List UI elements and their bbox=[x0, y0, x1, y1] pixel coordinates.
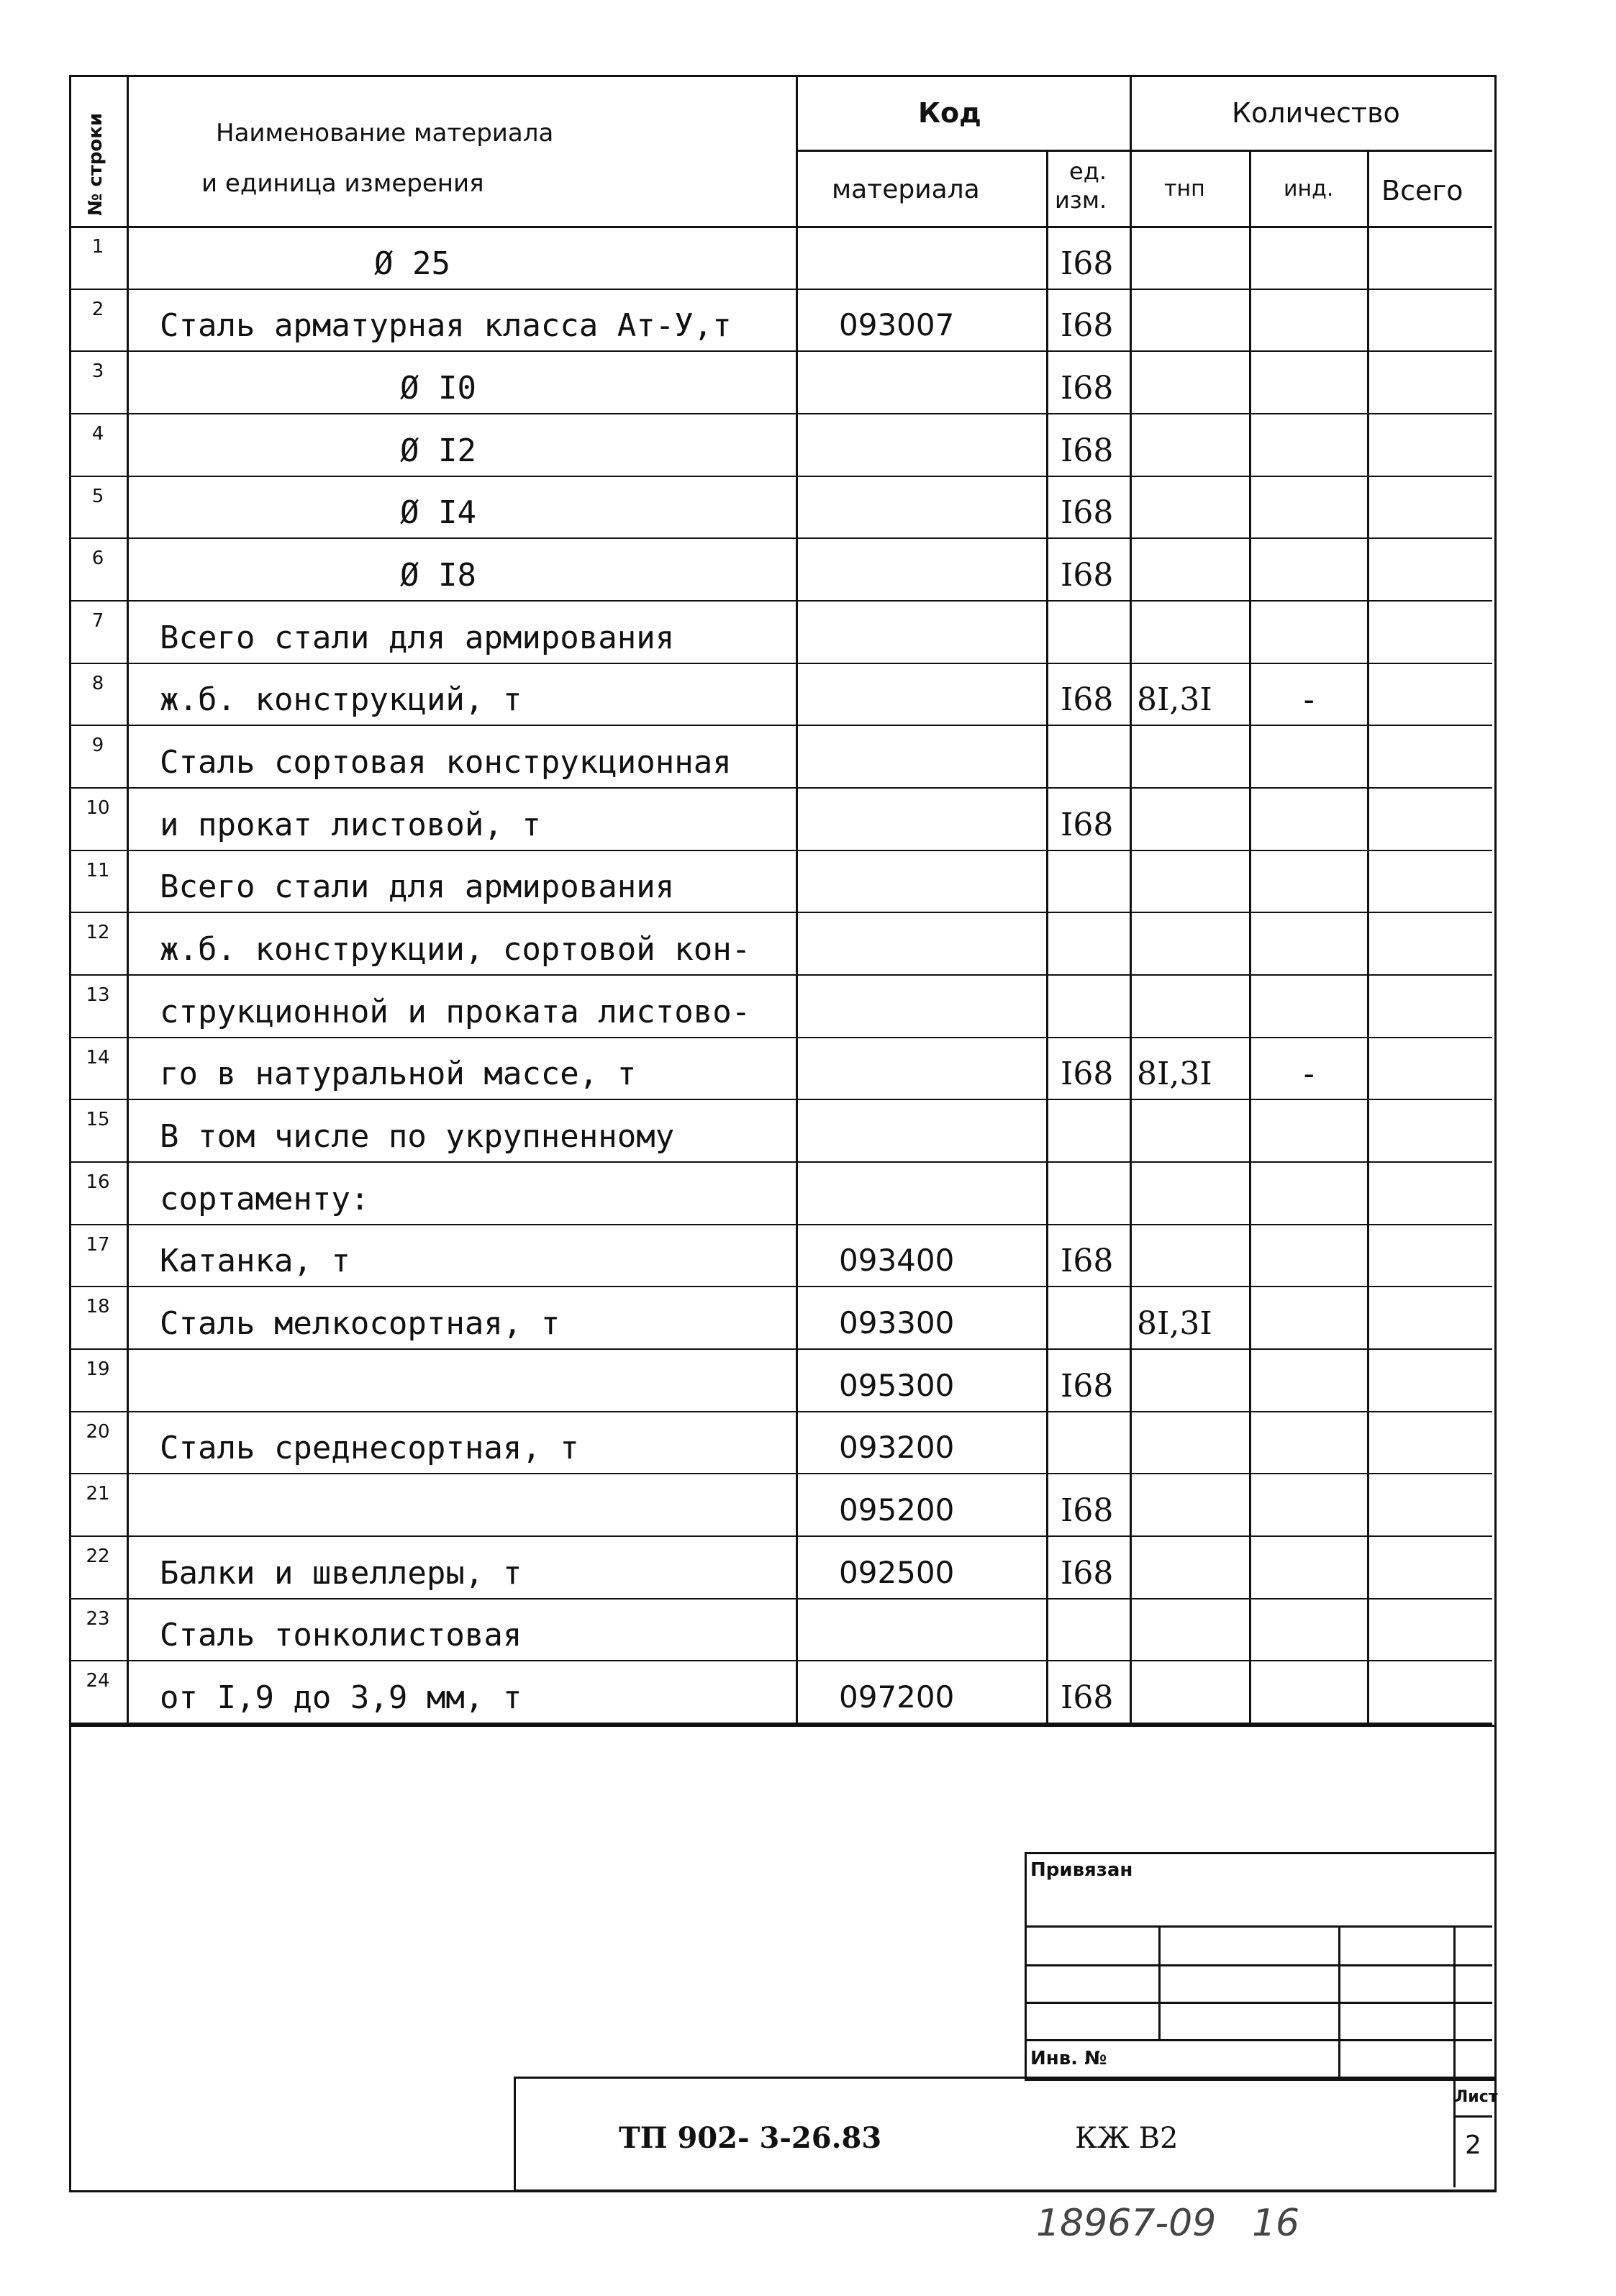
material-name: Всего стали для армирования bbox=[160, 620, 675, 656]
row-number: 16 bbox=[86, 1171, 110, 1193]
unit-code: I68 bbox=[1061, 1368, 1114, 1405]
row-divider bbox=[69, 600, 1492, 602]
material-code: 097200 bbox=[839, 1679, 955, 1715]
row-divider bbox=[69, 1037, 1492, 1038]
material-name: Сталь тонколистовая bbox=[160, 1617, 522, 1653]
row-number: 22 bbox=[86, 1546, 110, 1567]
qty-tip-value: 8I,3I bbox=[1137, 1056, 1212, 1092]
material-name: Сталь арматурная класса Ат-У,т bbox=[160, 307, 732, 344]
material-name: Сталь мелкосортная, т bbox=[160, 1305, 560, 1342]
document-code: ТП 902- 3-26.83 bbox=[619, 2121, 882, 2155]
privyazan-line bbox=[1025, 1925, 1492, 1928]
qty-ind-value: - bbox=[1299, 681, 1319, 718]
row-divider bbox=[69, 537, 1492, 539]
material-name: Всего стали для армирования bbox=[160, 868, 675, 905]
row-number: 18 bbox=[86, 1296, 110, 1317]
row-number: 13 bbox=[86, 984, 110, 1006]
privyazan-line bbox=[1025, 1964, 1492, 1966]
row-divider bbox=[69, 663, 1492, 664]
material-code: 093300 bbox=[839, 1305, 955, 1340]
material-code: 093007 bbox=[839, 307, 955, 342]
quantity-header: Количество bbox=[1232, 97, 1400, 129]
row-number: 24 bbox=[86, 1670, 110, 1692]
row-divider bbox=[69, 1411, 1492, 1412]
material-name: го в натуральной массе, т bbox=[160, 1056, 637, 1092]
row-number: 12 bbox=[86, 922, 110, 943]
row-divider bbox=[69, 1099, 1492, 1100]
qty-tip-header: тнп bbox=[1164, 176, 1205, 201]
unit-header-2: изм. bbox=[1055, 186, 1107, 214]
col-divider bbox=[127, 75, 129, 1725]
row-number: 6 bbox=[91, 548, 104, 569]
qty-tip-value: 8I,3I bbox=[1137, 1305, 1212, 1342]
material-name: Ø I4 bbox=[400, 494, 476, 531]
col-divider bbox=[1130, 75, 1132, 1725]
col-divider bbox=[796, 75, 798, 1725]
unit-code: I68 bbox=[1061, 307, 1114, 344]
qty-total-header: Всего bbox=[1381, 175, 1463, 207]
unit-code: I68 bbox=[1061, 1492, 1114, 1529]
row-number: 14 bbox=[86, 1047, 110, 1068]
material-name: ж.б. конструкций, т bbox=[160, 681, 522, 718]
row-number: 19 bbox=[86, 1358, 110, 1380]
material-name: струкционной и проката листово- bbox=[160, 994, 751, 1030]
row-number: 20 bbox=[86, 1421, 110, 1443]
material-code: 095200 bbox=[839, 1492, 955, 1528]
unit-code: I68 bbox=[1061, 1243, 1114, 1279]
material-name: В том числе по укрупненному bbox=[160, 1118, 675, 1155]
col-divider bbox=[1046, 150, 1048, 1725]
qty-tip-value: 8I,3I bbox=[1137, 681, 1212, 718]
material-code: 095300 bbox=[839, 1368, 955, 1403]
sheet-divider-h bbox=[1453, 2115, 1492, 2118]
code-header: Код bbox=[918, 97, 981, 129]
material-name: Сталь сортовая конструкционная bbox=[160, 744, 732, 781]
material-name: сортаменту: bbox=[160, 1181, 370, 1217]
document-mark: КЖ В2 bbox=[1075, 2122, 1179, 2155]
col-divider bbox=[1249, 150, 1251, 1725]
privyazan-line bbox=[1025, 2039, 1492, 2041]
material-name: Сталь среднесортная, т bbox=[160, 1430, 579, 1466]
row-divider bbox=[69, 787, 1492, 789]
header-divider bbox=[796, 150, 1492, 152]
qty-ind-value: - bbox=[1299, 1056, 1319, 1092]
row-number: 15 bbox=[86, 1109, 110, 1130]
row-number: 5 bbox=[91, 486, 104, 507]
inv-number-label: Инв. № bbox=[1030, 2048, 1107, 2069]
row-divider bbox=[69, 413, 1492, 414]
row-number: 21 bbox=[86, 1483, 110, 1505]
row-number: 7 bbox=[91, 610, 104, 632]
privyazan-divider bbox=[1158, 1925, 1161, 2039]
name-header-line1: Наименование материала bbox=[216, 119, 554, 148]
material-name: от I,9 до 3,9 мм, т bbox=[160, 1679, 522, 1716]
unit-code: I68 bbox=[1061, 807, 1114, 843]
row-divider bbox=[69, 1286, 1492, 1287]
row-divider bbox=[69, 1660, 1492, 1661]
row-number-header: № строки bbox=[85, 112, 106, 216]
row-number: 11 bbox=[86, 860, 110, 881]
row-number: 4 bbox=[91, 423, 104, 445]
privyazan-divider bbox=[1453, 1925, 1456, 2077]
row-number: 1 bbox=[91, 236, 104, 258]
unit-header-1: ед. bbox=[1069, 158, 1107, 185]
row-divider bbox=[69, 725, 1492, 726]
material-code: 092500 bbox=[839, 1555, 955, 1590]
row-number: 3 bbox=[91, 360, 104, 382]
material-code: 093400 bbox=[839, 1243, 955, 1278]
handwritten-archive-number: 18967-09 16 bbox=[1036, 2202, 1300, 2245]
material-name: Балки и швеллеры, т bbox=[160, 1555, 522, 1592]
privyazan-divider bbox=[1338, 1925, 1340, 2077]
unit-code: I68 bbox=[1061, 494, 1114, 531]
unit-code: I68 bbox=[1061, 681, 1114, 718]
material-name: ж.б. конструкции, сортовой кон- bbox=[160, 931, 751, 968]
unit-code: I68 bbox=[1061, 1056, 1114, 1092]
col-divider bbox=[1367, 150, 1369, 1725]
unit-code: I68 bbox=[1061, 432, 1114, 469]
row-divider bbox=[69, 1535, 1492, 1537]
material-name: Ø I0 bbox=[400, 370, 476, 407]
row-divider bbox=[69, 974, 1492, 976]
material-name: и прокат листовой, т bbox=[160, 807, 541, 843]
row-divider bbox=[69, 1473, 1492, 1474]
privyazan-block bbox=[1025, 1852, 1497, 2081]
material-name: Ø 25 bbox=[374, 245, 450, 282]
row-divider bbox=[69, 912, 1492, 913]
material-name: Ø I2 bbox=[400, 432, 476, 469]
row-number: 8 bbox=[91, 673, 104, 694]
privyazan-label: Привязан bbox=[1030, 1859, 1133, 1881]
material-name: Катанка, т bbox=[160, 1243, 350, 1279]
unit-code: I68 bbox=[1061, 1679, 1114, 1716]
unit-code: I68 bbox=[1061, 1555, 1114, 1592]
sheet-label: Лист bbox=[1455, 2088, 1498, 2106]
name-header-line2: и единица измерения bbox=[201, 169, 484, 198]
material-code: 093200 bbox=[839, 1430, 955, 1465]
row-divider bbox=[69, 850, 1492, 851]
unit-code: I68 bbox=[1061, 370, 1114, 407]
row-number: 2 bbox=[91, 299, 104, 320]
unit-code: I68 bbox=[1061, 557, 1114, 594]
qty-ind-header: инд. bbox=[1284, 176, 1334, 201]
row-divider bbox=[69, 1348, 1492, 1350]
header-bottom bbox=[69, 226, 1492, 228]
row-divider bbox=[69, 476, 1492, 477]
row-divider bbox=[69, 1224, 1492, 1225]
material-name: Ø I8 bbox=[400, 557, 476, 594]
row-number: 17 bbox=[86, 1234, 110, 1256]
sheet-number: 2 bbox=[1465, 2131, 1481, 2160]
code-material-header: материала bbox=[832, 175, 980, 204]
unit-code: I68 bbox=[1061, 245, 1114, 282]
privyazan-line bbox=[1025, 2002, 1492, 2004]
row-number: 9 bbox=[91, 735, 104, 756]
row-divider bbox=[69, 350, 1492, 352]
row-number: 10 bbox=[86, 797, 110, 819]
row-divider bbox=[69, 289, 1492, 290]
row-divider bbox=[69, 1598, 1492, 1600]
row-number: 23 bbox=[86, 1608, 110, 1630]
row-divider bbox=[69, 1161, 1492, 1163]
